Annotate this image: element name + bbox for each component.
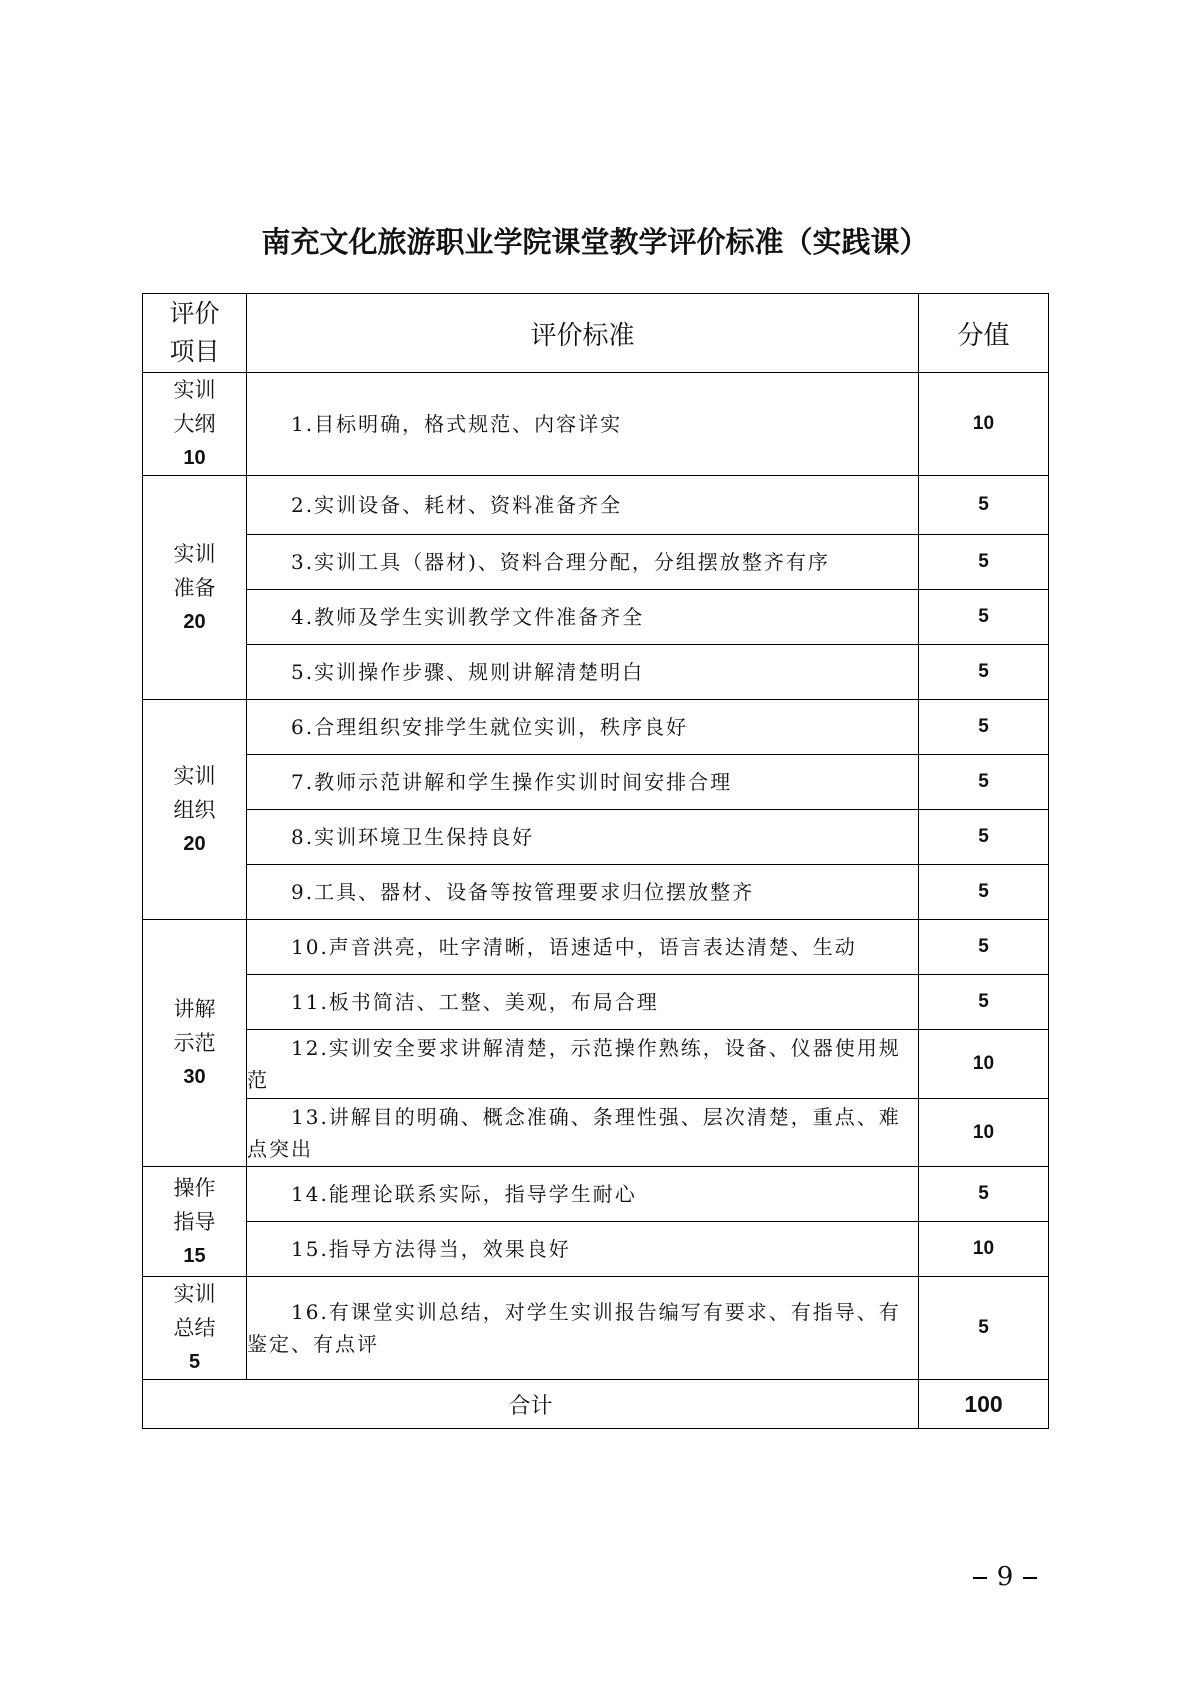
table-row bbox=[143, 810, 1049, 865]
category-name-line1: 实训 bbox=[173, 378, 216, 402]
category-points: 15 bbox=[183, 1244, 206, 1267]
criterion-text: 3.实训工具（器材)、资料合理分配，分组摆放整齐有序 bbox=[247, 535, 919, 590]
category-name-line2: 组织 bbox=[173, 797, 216, 822]
criterion-score: 10 bbox=[919, 373, 1049, 476]
category-cell bbox=[143, 700, 247, 920]
criterion-text: 5.实训操作步骤、规则讲解清楚明白 bbox=[247, 645, 919, 700]
criterion-text: 10.声音洪亮，吐字清晰，语速适中，语言表达清楚、生动 bbox=[247, 920, 919, 975]
criterion-score: 5 bbox=[919, 700, 1049, 755]
criterion-text: 2.实训设备、耗材、资料准备齐全 bbox=[247, 476, 919, 535]
table-row bbox=[143, 1030, 1049, 1099]
criterion-text: 9.工具、器材、设备等按管理要求归位摆放整齐 bbox=[247, 865, 919, 920]
page-dash-left bbox=[973, 1577, 987, 1579]
criterion-score: 5 bbox=[919, 755, 1049, 810]
category-points: 30 bbox=[183, 1066, 206, 1088]
category-name-line2: 准备 bbox=[173, 575, 216, 600]
criterion-score: 5 bbox=[919, 920, 1049, 975]
category-name-line1: 讲解 bbox=[173, 997, 216, 1021]
table-row bbox=[143, 1222, 1049, 1277]
header-criteria: 评价标准 bbox=[247, 294, 919, 373]
header-score: 分值 bbox=[919, 294, 1049, 373]
header-row bbox=[143, 294, 1049, 373]
page-number-value: 9 bbox=[996, 1562, 1014, 1592]
total-row bbox=[143, 1380, 1049, 1429]
category-points: 10 bbox=[183, 447, 206, 469]
criterion-text: 12.实训安全要求讲解清楚，示范操作熟练，设备、仪器使用规范 bbox=[247, 1030, 919, 1099]
category-name-line1: 实训 bbox=[173, 1282, 216, 1306]
category-name-line2: 指导 bbox=[173, 1209, 216, 1234]
category-cell bbox=[143, 920, 247, 1167]
criterion-score: 5 bbox=[919, 590, 1049, 645]
table-row bbox=[143, 476, 1049, 535]
criterion-score: 5 bbox=[919, 1167, 1049, 1222]
criterion-text: 11.板书简洁、工整、美观，布局合理 bbox=[247, 975, 919, 1030]
criterion-score: 5 bbox=[919, 535, 1049, 590]
table-row bbox=[143, 920, 1049, 975]
header-category bbox=[143, 294, 247, 373]
criterion-text: 16.有课堂实训总结，对学生实训报告编写有要求、有指导、有鉴定、有点评 bbox=[247, 1277, 919, 1380]
category-name-line1: 操作 bbox=[173, 1175, 216, 1200]
table-row bbox=[143, 535, 1049, 590]
criterion-text: 8.实训环境卫生保持良好 bbox=[247, 810, 919, 865]
page-number bbox=[960, 1562, 1050, 1592]
criterion-text: 1.目标明确，格式规范、内容详实 bbox=[247, 373, 919, 476]
category-name-line1: 实训 bbox=[173, 763, 216, 788]
criterion-score: 5 bbox=[919, 810, 1049, 865]
document-title: 南充文化旅游职业学院课堂教学评价标准（实践课） bbox=[261, 225, 929, 259]
table-row bbox=[143, 865, 1049, 920]
criterion-text: 13.讲解目的明确、概念准确、条理性强、层次清楚，重点、难点突出 bbox=[247, 1099, 919, 1167]
table-row bbox=[143, 755, 1049, 810]
criterion-text: 7.教师示范讲解和学生操作实训时间安排合理 bbox=[247, 755, 919, 810]
total-label: 合计 bbox=[143, 1380, 919, 1429]
category-points: 20 bbox=[183, 832, 206, 855]
category-cell bbox=[143, 476, 247, 700]
header-category-line2: 项目 bbox=[169, 337, 220, 366]
criterion-score: 10 bbox=[919, 1222, 1049, 1277]
category-name-line1: 实训 bbox=[173, 541, 216, 566]
criterion-score: 5 bbox=[919, 645, 1049, 700]
criterion-text: 6.合理组织安排学生就位实训，秩序良好 bbox=[247, 700, 919, 755]
table-row bbox=[143, 590, 1049, 645]
page-dash-right bbox=[1023, 1577, 1037, 1579]
table-row bbox=[143, 373, 1049, 476]
criterion-score: 10 bbox=[919, 1099, 1049, 1167]
category-cell bbox=[143, 373, 247, 476]
category-points: 20 bbox=[183, 610, 206, 633]
total-score: 100 bbox=[919, 1380, 1049, 1429]
category-name-line2: 总结 bbox=[173, 1316, 216, 1340]
criterion-score: 5 bbox=[919, 476, 1049, 535]
header-category-line1: 评价 bbox=[169, 299, 220, 328]
table-row bbox=[143, 975, 1049, 1030]
category-points: 5 bbox=[188, 1351, 201, 1373]
evaluation-table bbox=[142, 293, 1049, 1429]
criterion-text: 15.指导方法得当，效果良好 bbox=[247, 1222, 919, 1277]
table-row bbox=[143, 1277, 1049, 1380]
criterion-score: 10 bbox=[919, 1030, 1049, 1099]
table-row bbox=[143, 1099, 1049, 1167]
criterion-score: 5 bbox=[919, 1277, 1049, 1380]
category-cell bbox=[143, 1167, 247, 1277]
category-name-line2: 示范 bbox=[173, 1031, 216, 1055]
table-row bbox=[143, 645, 1049, 700]
table-row bbox=[143, 1167, 1049, 1222]
table-row bbox=[143, 700, 1049, 755]
category-cell bbox=[143, 1277, 247, 1380]
criterion-score: 5 bbox=[919, 975, 1049, 1030]
criterion-text: 14.能理论联系实际，指导学生耐心 bbox=[247, 1167, 919, 1222]
criterion-text: 4.教师及学生实训教学文件准备齐全 bbox=[247, 590, 919, 645]
criterion-score: 5 bbox=[919, 865, 1049, 920]
category-name-line2: 大纲 bbox=[173, 412, 216, 436]
